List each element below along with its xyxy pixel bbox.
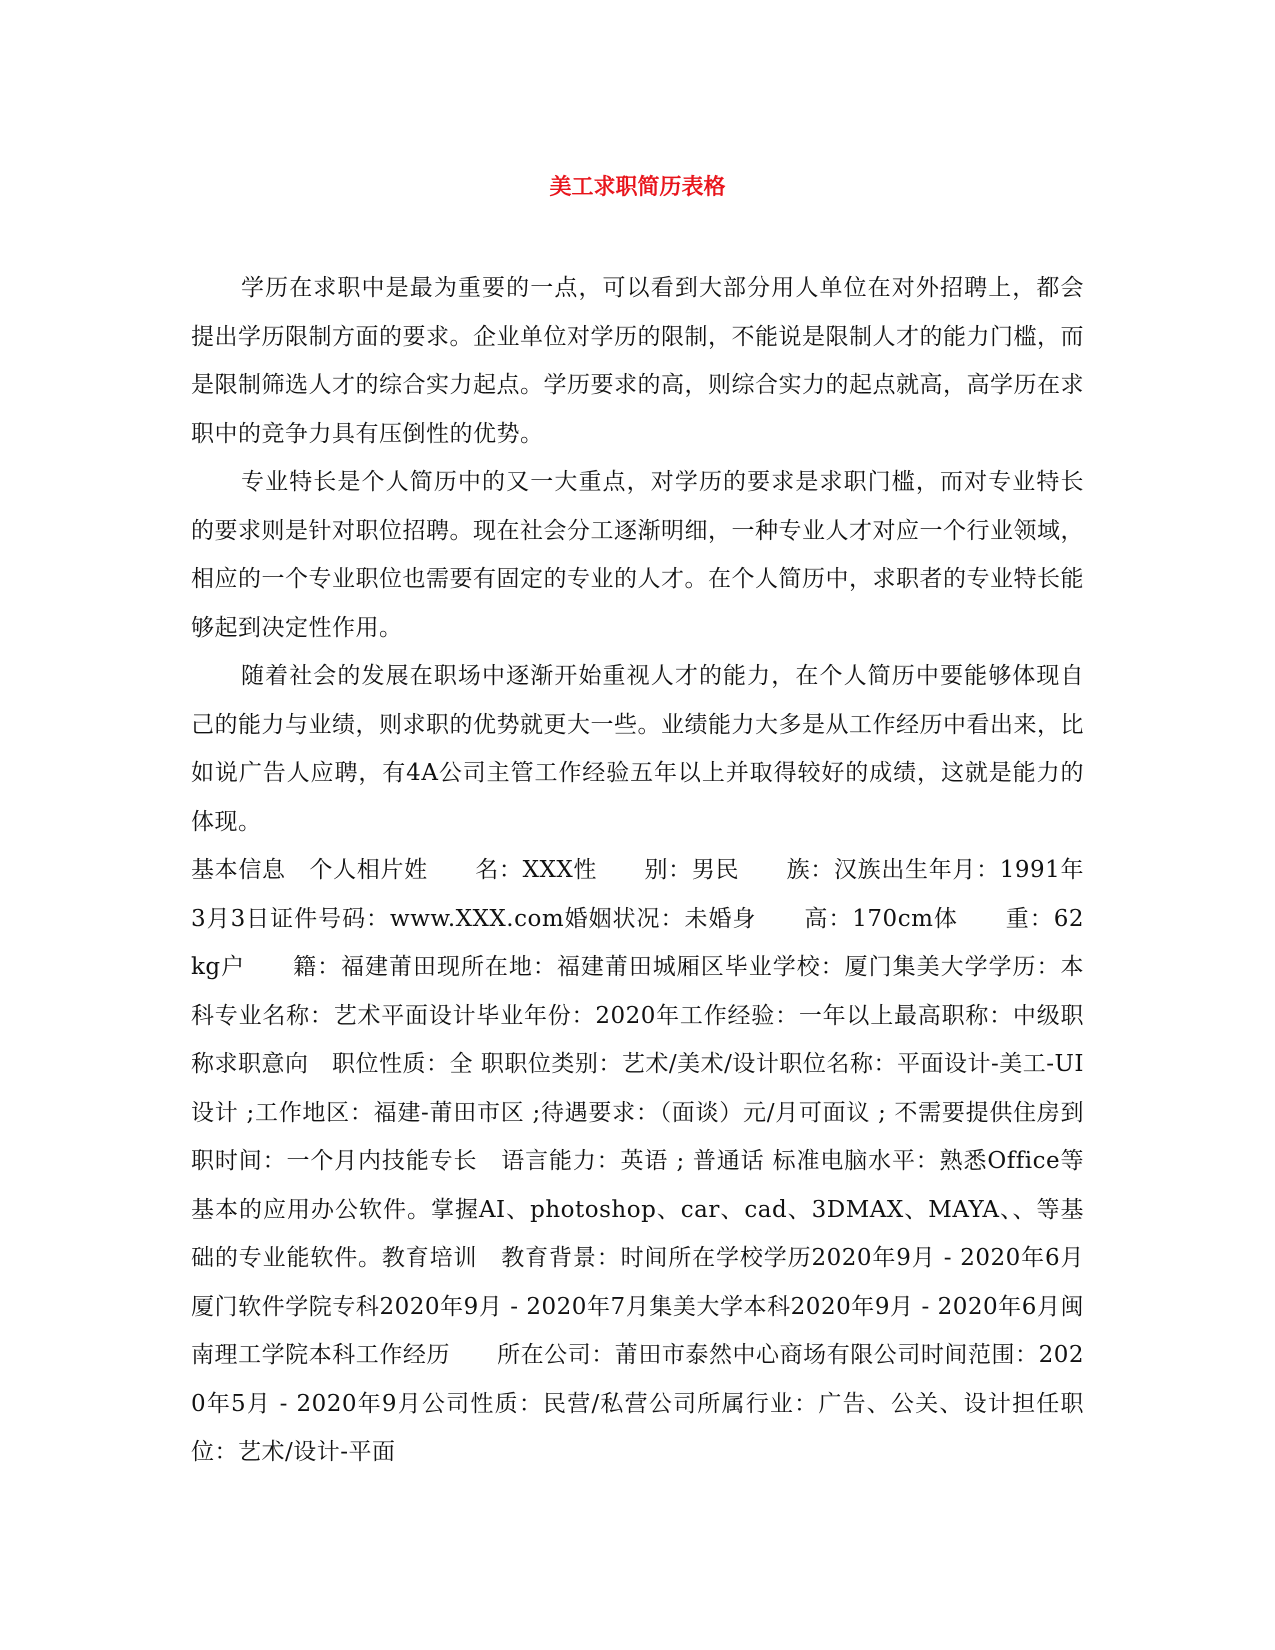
document-title: 美工求职简历表格	[549, 174, 726, 200]
paragraph-specialty: 专业特长是个人简历中的又一大重点，对学历的要求是求职门槛，而对专业特长的要求则是针对职位招聘。现在社会分工逐渐明细，一种专业人才对应一个行业领域，相应的一个专业职位也需要有固定的专业的人才。在个人简历中，求职者的专业特长能够起到决定性作用。	[191, 469, 1084, 641]
resume-info-block: 基本信息 个人相片姓 名：XXX性 别：男民 族：汉族出生年月：1991年3月3日证件号码：www.XXX.com婚姻状况：未婚身 高：170cm体 重：62kg户 籍：福建莆田现所在地：福建莆田城厢区毕业学校：厦门集美大学学历：本科专业名称：艺术平面设计毕业年份：2020年工作经验：一年以上最高职称：中级职称求职意向 职位性质：全 职职位类别：艺术/美术/设计职位名称：平面设计-美工-UI设计 ;工作地区：福建-莆田市区 ;待遇要求：（面谈）元/月可面议 ; 不需要提供住房到职时间：一个月内技能专长 语言能力：英语 ; 普通话 标准电脑水平：熟悉Office等基本的应用办公软件。掌握AI、photoshop、car、cad、3DMAX、MAYA、、等基础的专业能软件。教育培训 教育背景：时间所在学校学历2020年9月 - 2020年6月厦门软件学院专科2020年9月 - 2020年7月集美大学本科2020年9月 - 2020年6月闽南理工学院本科工作经历 所在公司：莆田市泰然中心商场有限公司时间范围：2020年5月 - 2020年9月公司性质：民营/私营公司所属行业：广告、公关、设计担任职位：艺术/设计-平面	[191, 857, 1084, 1465]
document-body	[191, 264, 1084, 1477]
paragraph-education: 学历在求职中是最为重要的一点，可以看到大部分用人单位在对外招聘上，都会提出学历限制方面的要求。企业单位对学历的限制，不能说是限制人才的能力门槛，而是限制筛选人才的综合实力起点。学历要求的高，则综合实力的起点就高，高学历在求职中的竞争力具有压倒性的优势。	[191, 275, 1084, 447]
paragraph-ability: 随着社会的发展在职场中逐渐开始重视人才的能力，在个人简历中要能够体现自己的能力与业绩，则求职的优势就更大一些。业绩能力大多是从工作经历中看出来，比如说广告人应聘，有4A公司主管工作经验五年以上并取得较好的成绩，这就是能力的体现。	[191, 663, 1084, 835]
